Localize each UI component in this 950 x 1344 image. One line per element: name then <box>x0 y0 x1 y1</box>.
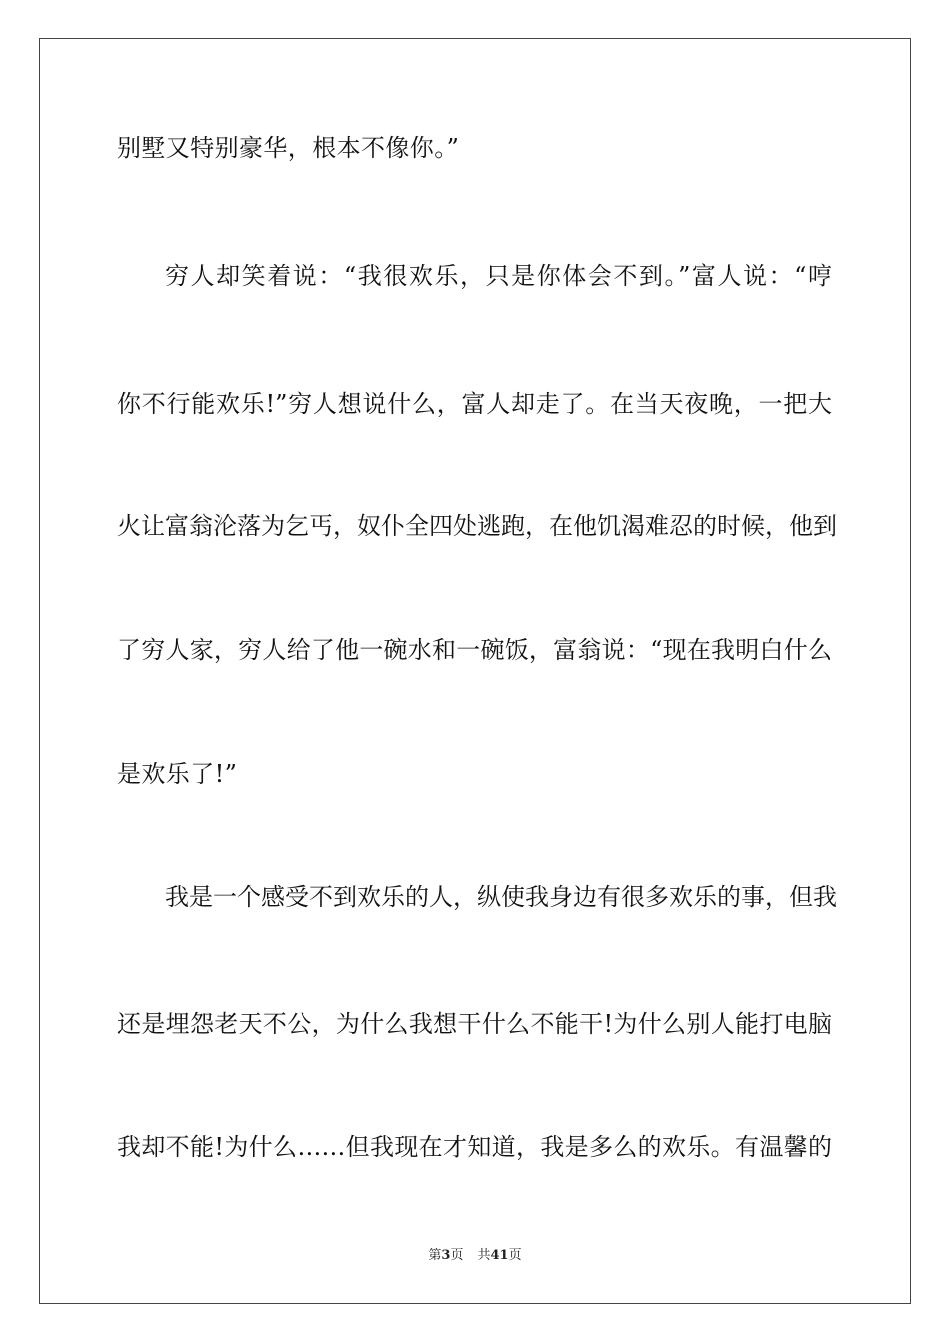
text-line-3: 你不行能欢乐!”穷人想说什么，富人却走了。在当天夜晚，一把大 <box>117 390 832 418</box>
text-line-9: 我却不能!为什么……但我现在才知道，我是多么的欢乐。有温馨的 <box>117 1133 832 1161</box>
text-line-5: 了穷人家，穷人给了他一碗水和一碗饭，富翁说：“现在我明白什么 <box>117 636 832 664</box>
text-line-6: 是欢乐了!” <box>117 760 238 788</box>
page-prefix: 第 <box>428 1248 442 1263</box>
page-number: 3 <box>441 1248 451 1263</box>
text-line-7: 我是一个感受不到欢乐的人，纵使我身边有很多欢乐的事，但我 <box>165 883 837 911</box>
total-prefix: 共 <box>477 1248 491 1263</box>
text-line-8: 还是埋怨老天不公，为什么我想干什么不能干!为什么别人能打电脑 <box>117 1010 832 1038</box>
page-suffix: 页 <box>450 1248 464 1263</box>
total-suffix: 页 <box>508 1248 522 1263</box>
text-line-2: 穷人却笑着说：“我很欢乐，只是你体会不到。”富人说：“哼 <box>165 262 832 290</box>
total-pages: 41 <box>490 1248 509 1263</box>
page-border <box>39 38 911 1304</box>
page-footer <box>0 1248 950 1264</box>
text-line-1: 别墅又特别豪华，根本不像你。” <box>117 134 460 162</box>
text-line-4: 火让富翁沦落为乞丐，奴仆全四处逃跑，在他饥渴难忍的时候，他到 <box>117 512 837 540</box>
